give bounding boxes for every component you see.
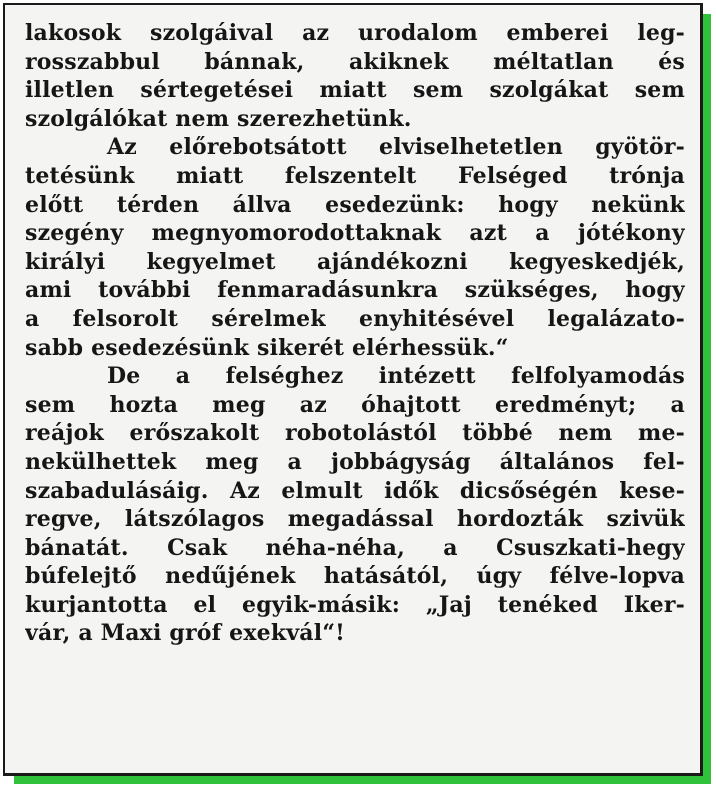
text-line: búfelejtő nedűjének hatásától, úgy félve-lopva [25,563,685,590]
text-line: szolgálókat nem szerezhetünk. [25,105,412,132]
text-line: reájok erőszakolt robotolástól többé nem me- [25,420,685,447]
frame-shadow-right [703,14,711,780]
text-line: ami további fenmaradásunkra szükséges, hogy [25,277,685,304]
text-line: előtt térden állva esedezünk: hogy nekünk [25,191,685,218]
text-line: vár, a Maxi gróf exekvál“! [25,620,346,647]
frame-shadow-bottom [14,776,711,784]
text-line: regve, látszólagos megadással hordozták szivük [25,506,685,533]
text-line: sem hozta meg az óhajtott eredményt; a [25,391,685,418]
text-line: szabadulásáig. Az elmult idők dicsőségén kese- [25,477,685,504]
newspaper-clipping [3,3,703,776]
text-line: szegény megnyomorodottaknak azt a jótékony [25,220,685,247]
text-line: nekülhettek meg a jobbágyság általános fel- [25,448,685,475]
text-line: rosszabbul bánnak, akiknek méltatlan és [25,48,685,75]
text-line: bánatát. Csak néha-néha, a Csuszkati-hegy [25,534,685,561]
text-line: lakosok szolgáival az urodalom emberei leg- [25,20,685,46]
text-line: Az előrebotsátott elviselhetetlen gyötör- [107,134,685,161]
text-line: a felsorolt sérelmek enyhitésével legalázato- [25,305,685,332]
text-line: De a felséghez intézett felfolyamodás [107,363,685,390]
text-line: tetésünk miatt felszentelt Felséged trónja [25,162,685,189]
text-line: illetlen sértegetései miatt sem szolgákat sem [25,77,685,104]
paragraph-1 [25,19,685,133]
article-text [25,19,685,648]
paragraph-3 [25,362,685,648]
text-line: sabb esedezésünk sikerét elérhessük.“ [25,334,509,361]
text-line: kurjantotta el egyik-másik: „Jaj tenéked Iker- [25,591,685,618]
paragraph-2 [25,133,685,362]
text-line: királyi kegyelmet ajándékozni kegyeskedjék, [25,248,685,275]
